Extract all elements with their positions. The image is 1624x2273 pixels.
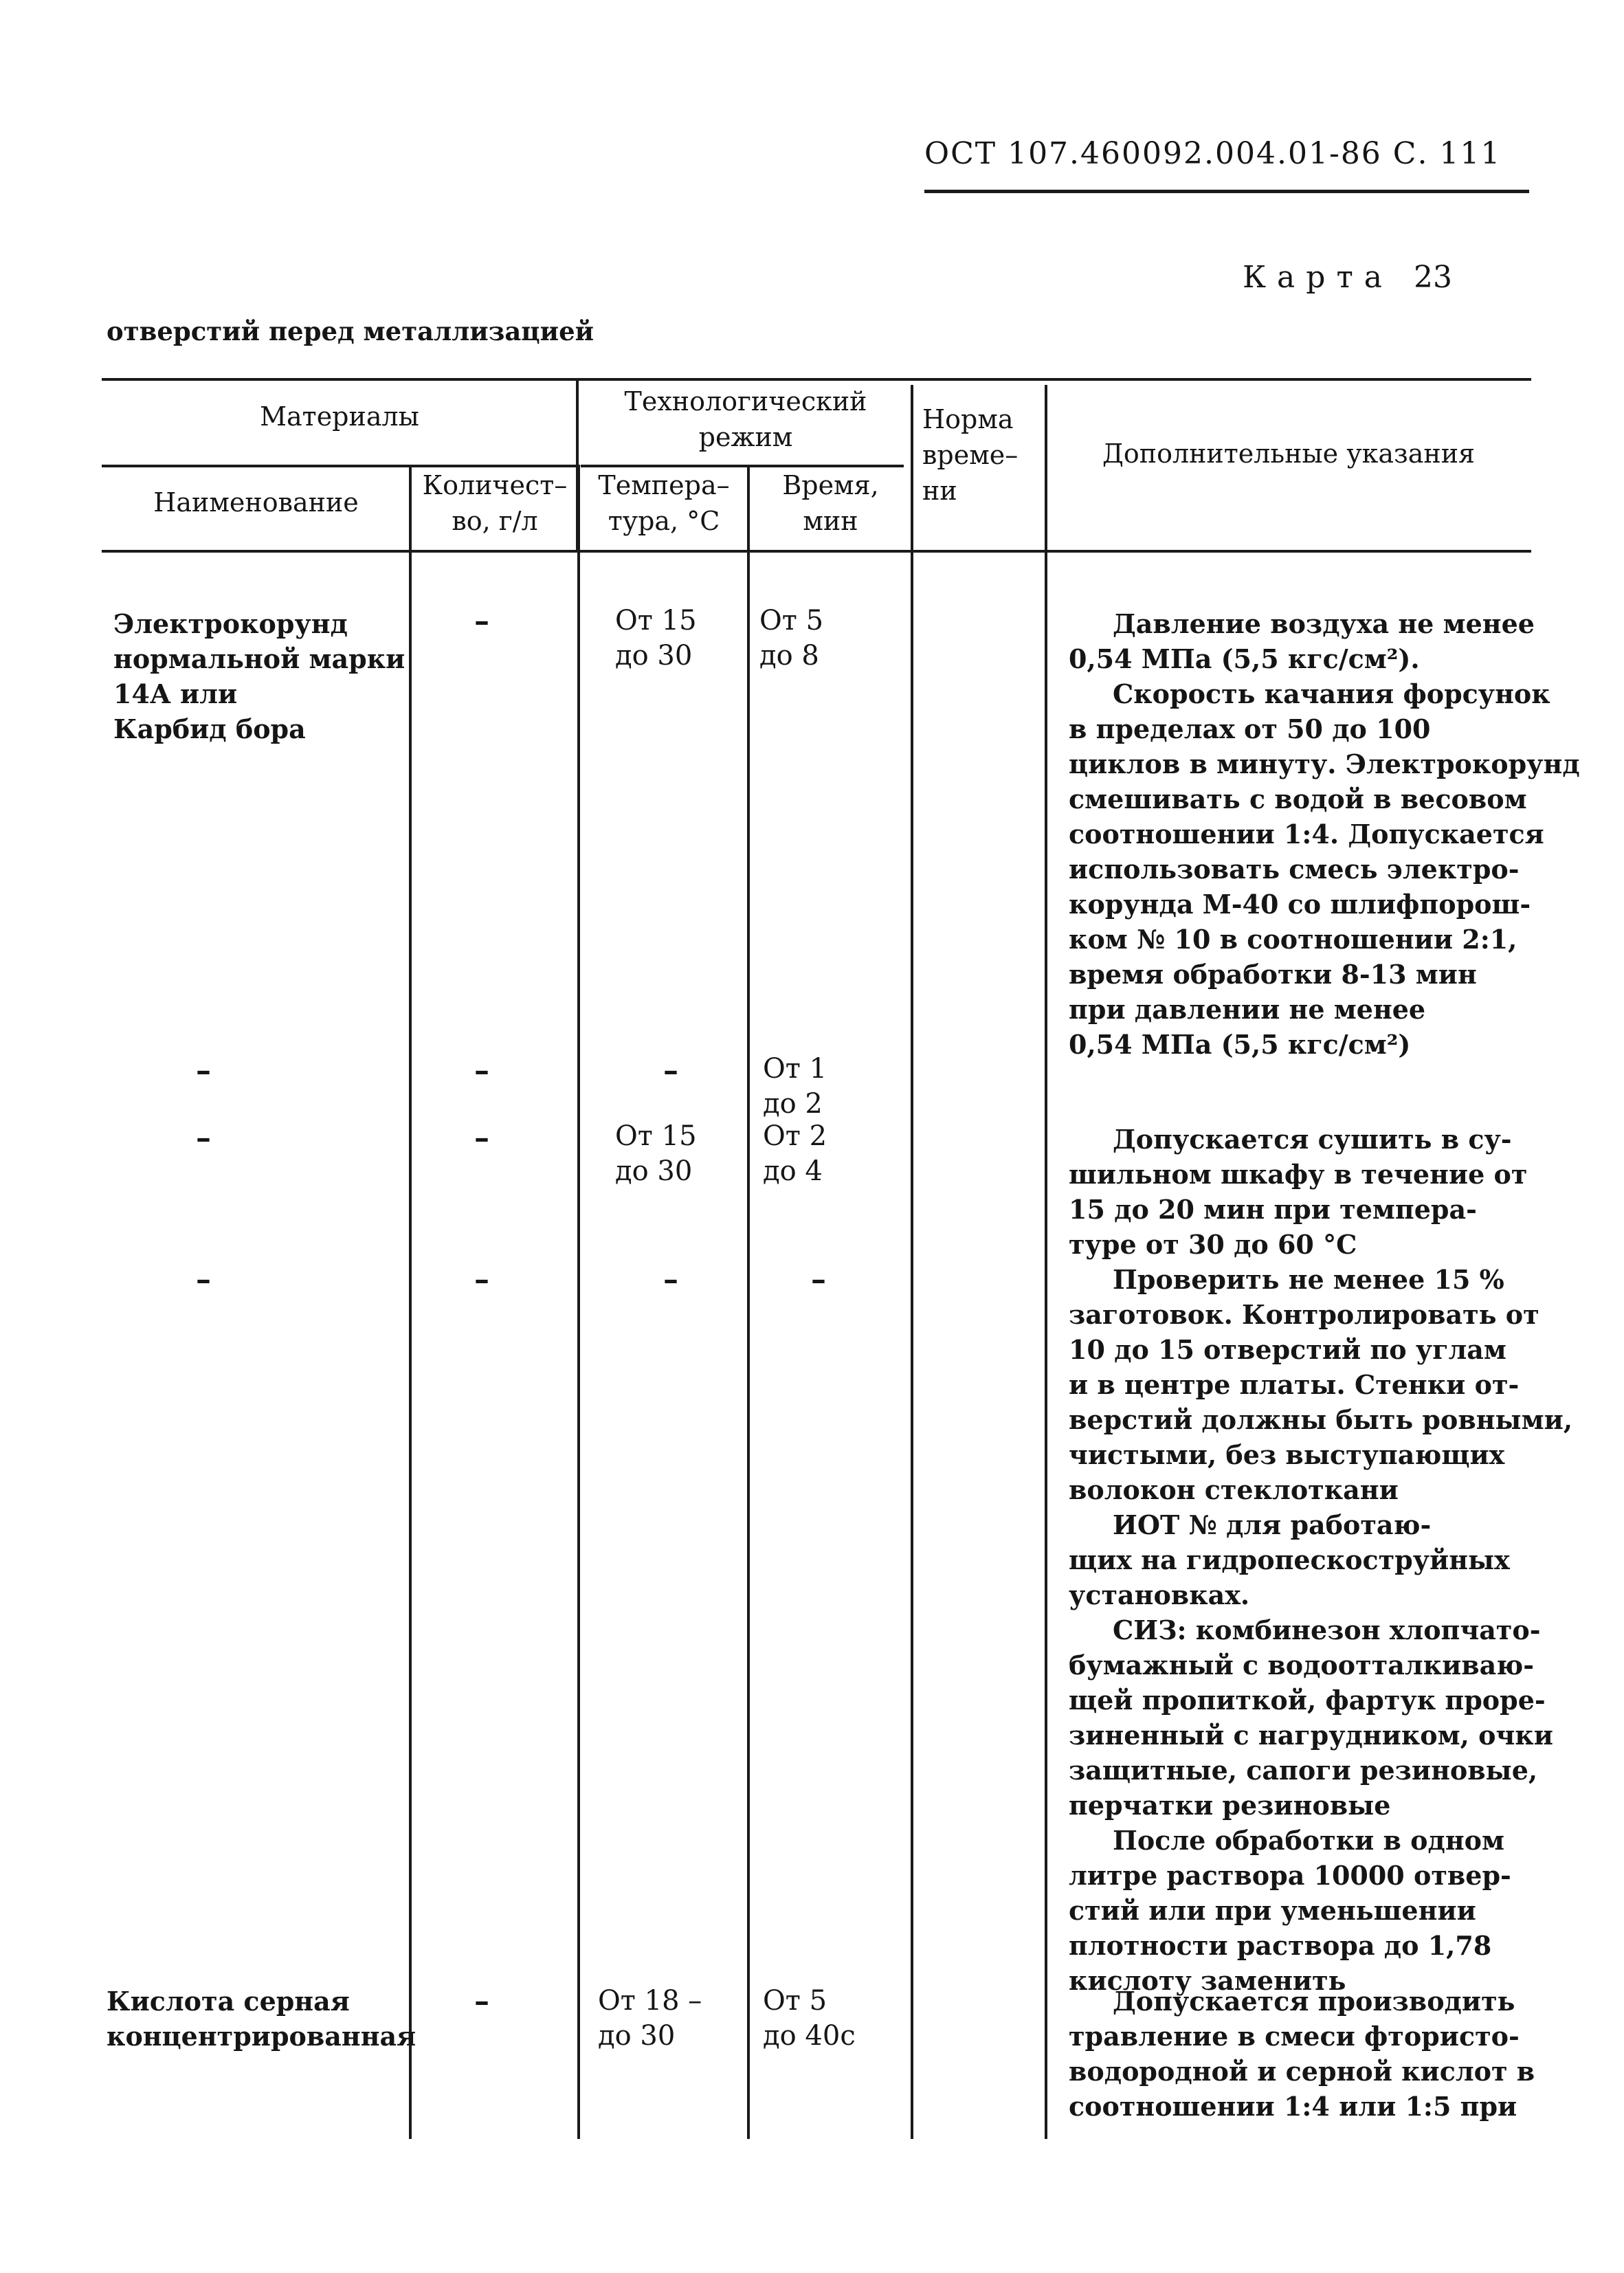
- note-line: После обработки в одном: [1113, 1825, 1505, 1856]
- note-line: в пределах от 50 до 100: [1069, 713, 1431, 744]
- time-value: [763, 1984, 856, 2054]
- note-line: установках.: [1069, 1579, 1250, 1610]
- material-name-line: Кислота серная: [107, 1986, 350, 2017]
- time-line: до 40с: [763, 2020, 856, 2052]
- header-time-norm: [914, 401, 1053, 509]
- document-code: ОСТ 107.460092.004.01-86 С. 111: [924, 136, 1502, 171]
- note-line: ком № 10 в соотношении 2:1,: [1069, 924, 1517, 955]
- sheet-label-word: Карта: [1243, 260, 1394, 295]
- note-line: чистыми, без выступающих: [1069, 1439, 1505, 1470]
- note-line: и в центре платы. Стенки от-: [1069, 1369, 1520, 1400]
- temperature-line: до 30: [615, 640, 693, 672]
- note-line: туре от 30 до 60 °С: [1069, 1229, 1357, 1260]
- header-temperature: [581, 467, 747, 539]
- quantity-value: –: [474, 1120, 489, 1155]
- header-underline: [924, 190, 1529, 193]
- material-name: [113, 606, 405, 746]
- additional-notes: [1069, 606, 1580, 1062]
- note-line: циклов в минуту. Электрокорунд: [1069, 749, 1580, 779]
- header-time-norm-line1: Норма: [922, 404, 1014, 434]
- note-line: кислоту заменить: [1069, 1965, 1346, 1996]
- additional-notes: [1069, 1122, 1527, 1262]
- note-line: щей пропиткой, фартук проре-: [1069, 1685, 1546, 1716]
- section-title: отверстий перед металлизацией: [107, 316, 594, 346]
- header-time-norm-line3: ни: [922, 476, 957, 506]
- material-name-line: Электрокорунд: [113, 608, 348, 639]
- temperature-value: [598, 1984, 702, 2054]
- additional-notes: [1069, 1984, 1535, 2124]
- note-line: стий или при уменьшении: [1069, 1895, 1476, 1926]
- header-duration: [750, 467, 911, 539]
- time-line: до 4: [763, 1155, 823, 1187]
- temperature-value: [615, 603, 697, 674]
- header-tech-mode: [581, 384, 911, 455]
- note-line: использовать смесь электро-: [1069, 854, 1520, 885]
- col-divider-quantity: [409, 465, 412, 2139]
- note-line: литре раствора 10000 отвер-: [1069, 1860, 1511, 1891]
- temperature-value: [615, 1119, 697, 1189]
- note-line: СИЗ: комбинезон хлопчато-: [1113, 1615, 1541, 1645]
- header-name: Наименование: [153, 487, 359, 518]
- note-line: зиненный с нагрудником, очки: [1069, 1720, 1553, 1751]
- temperature-line: до 30: [598, 2020, 676, 2052]
- note-line: заготовок. Контролировать от: [1069, 1299, 1539, 1330]
- table-top-rule: [102, 378, 1531, 381]
- header-bottom-rule: [102, 550, 1531, 553]
- time-value: [763, 1119, 827, 1189]
- time-line: От 5: [759, 605, 824, 636]
- quantity-value: –: [474, 1984, 489, 2019]
- sheet-label: [1243, 260, 1452, 295]
- material-name-line: 14А или: [113, 678, 238, 709]
- sheet-number: 23: [1414, 260, 1453, 295]
- header-temperature-line2: тура, °С: [608, 506, 720, 536]
- note-line: перчатки резиновые: [1069, 1790, 1391, 1821]
- note-line: Допускается сушить в су-: [1113, 1124, 1512, 1155]
- note-line: Проверить не менее 15 %: [1113, 1264, 1504, 1295]
- time-value: [759, 603, 823, 674]
- temperature-value: –: [663, 1262, 678, 1297]
- header-temperature-line1: Темпера–: [598, 470, 730, 500]
- temperature-line: От 15: [615, 605, 697, 636]
- col-divider-norm: [911, 385, 913, 2139]
- col-divider-notes: [1045, 385, 1047, 2139]
- note-line: соотношении 1:4. Допускается: [1069, 819, 1544, 850]
- note-line: волокон стеклоткани: [1069, 1474, 1399, 1505]
- header-notes: Дополнительные указания: [1102, 439, 1476, 469]
- note-line: плотности раствора до 1,78: [1069, 1930, 1492, 1961]
- time-line: От 1: [763, 1053, 827, 1085]
- col-divider-time: [747, 465, 750, 2139]
- note-line: водородной и серной кислот в: [1069, 2056, 1535, 2087]
- material-name: –: [196, 1053, 211, 1088]
- note-line: Скорость качания форсунок: [1113, 678, 1550, 709]
- temperature-line: От 15: [615, 1120, 697, 1152]
- temperature-value: –: [663, 1053, 678, 1088]
- header-quantity-line1: Количест–: [422, 470, 568, 500]
- material-name-line: нормальной марки: [113, 643, 405, 674]
- note-line: верстий должны быть ровными,: [1069, 1404, 1573, 1435]
- header-tech-mode-line2: режим: [698, 422, 793, 452]
- quantity-value: –: [474, 1053, 489, 1088]
- time-line: От 5: [763, 1985, 827, 2017]
- note-line: при давлении не менее: [1069, 994, 1426, 1025]
- time-line: От 2: [763, 1120, 827, 1152]
- time-line: до 2: [763, 1088, 823, 1120]
- note-line: шильном шкафу в течение от: [1069, 1159, 1528, 1190]
- quantity-value: –: [474, 603, 489, 639]
- note-line: смешивать с водой в весовом: [1069, 784, 1527, 814]
- header-tech-mode-line1: Технологический: [624, 386, 867, 417]
- header-quantity: [412, 467, 577, 539]
- note-line: 0,54 МПа (5,5 кгс/см²): [1069, 1029, 1411, 1060]
- temperature-line: до 30: [615, 1155, 693, 1187]
- material-name-line: концентрированная: [107, 2021, 416, 2052]
- note-line: бумажный с водоотталкиваю-: [1069, 1650, 1535, 1681]
- material-name-line: Карбид бора: [113, 713, 306, 744]
- time-value: –: [811, 1262, 826, 1297]
- note-line: 15 до 20 мин при темпера-: [1069, 1194, 1477, 1225]
- header-duration-line2: мин: [803, 506, 858, 536]
- material-name: –: [196, 1120, 211, 1155]
- additional-notes: [1069, 1262, 1572, 1998]
- note-line: Давление воздуха не менее: [1113, 608, 1535, 639]
- material-name: [107, 1984, 416, 2054]
- note-line: соотношении 1:4 или 1:5 при: [1069, 2091, 1517, 2122]
- time-value: [763, 1052, 827, 1122]
- note-line: время обработки 8-13 мин: [1069, 959, 1477, 990]
- header-temperature-unit: °С: [687, 506, 720, 536]
- time-line: до 8: [759, 640, 819, 672]
- col-divider-temperature: [577, 465, 580, 2139]
- header-materials: Материалы: [260, 401, 419, 432]
- material-name: –: [196, 1262, 211, 1297]
- note-line: защитные, сапоги резиновые,: [1069, 1755, 1538, 1786]
- note-line: 0,54 МПа (5,5 кгс/см²).: [1069, 643, 1420, 674]
- note-line: ИОТ № для работаю-: [1113, 1509, 1432, 1540]
- header-quantity-line2: во, г/л: [452, 506, 538, 536]
- note-line: корунда М-40 со шлифпорош-: [1069, 889, 1531, 920]
- temperature-line: От 18 –: [598, 1985, 702, 2017]
- header-duration-line1: Время,: [782, 470, 879, 500]
- note-line: 10 до 15 отверстий по углам: [1069, 1334, 1506, 1365]
- header-time-norm-line2: време–: [922, 440, 1019, 470]
- note-line: травление в смеси фтористо-: [1069, 2021, 1520, 2052]
- note-line: щих на гидропескоструйных: [1069, 1544, 1510, 1575]
- quantity-value: –: [474, 1262, 489, 1297]
- note-line: Допускается производить: [1113, 1986, 1515, 2017]
